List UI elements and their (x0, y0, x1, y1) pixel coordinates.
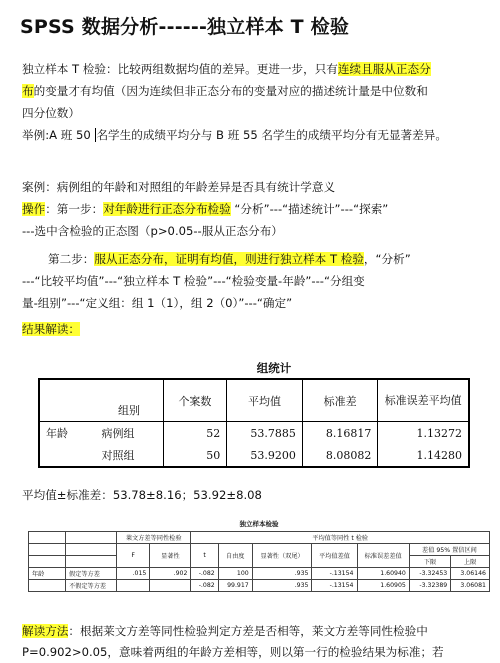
case-line: 案例：病例组的年龄和对照组的年龄差异是否具有统计学意义 (22, 180, 336, 194)
assumption-cell: 不假定等方差 (66, 580, 117, 592)
independent-samples-test-table (28, 517, 490, 592)
variable-cell (29, 580, 66, 592)
header-cell (29, 544, 66, 556)
sig2-cell: .935 (252, 568, 312, 580)
header-cell: F (117, 544, 150, 568)
method-line-1 (22, 620, 484, 642)
header-cell: 组别 (95, 379, 163, 422)
intro-line-1 (22, 58, 484, 80)
intro-line-2 (22, 80, 484, 102)
table-header-row (29, 532, 490, 544)
example-line (22, 124, 484, 146)
header-cell: 差值 95% 置信区间 (409, 544, 489, 556)
ci-lower-cell: -3.32389 (409, 580, 450, 592)
group-cell: 对照组 (101, 449, 135, 462)
method-line-2: P=0.902>0.05，意味着两组的年龄方差相等，则以第一行的检验结果为标准；若 (22, 645, 444, 659)
se-cell: 1.14280 (378, 444, 469, 467)
header-cell: 显著性（双尾） (252, 544, 312, 568)
variable-cell: 年龄 (29, 568, 66, 580)
header-cell (39, 379, 95, 422)
method-label: 解读方法 (22, 624, 69, 638)
header-cell (29, 556, 66, 568)
intro-text: 的变量才有均值（因为连续但非正态分布的变量对应的描述统计量是中位数和 (33, 84, 428, 98)
intro-line-3: 四分位数） (22, 106, 80, 120)
operation-label: 操作 (22, 202, 46, 216)
sig2-cell: .935 (252, 580, 312, 592)
header-cell: 下限 (409, 556, 450, 568)
ci-upper-cell: 3.06146 (451, 568, 490, 580)
mean-cell: 53.7885 (227, 422, 303, 445)
header-cell: 标准误差平均值 (378, 379, 469, 422)
header-cell: 个案数 (163, 379, 227, 422)
ci-upper-cell: 3.06081 (451, 580, 490, 592)
t-cell: -.082 (191, 580, 218, 592)
header-cell: 莱文方差等同性检验 (117, 532, 191, 544)
step2-line-3: 量-组别”---“定义组：组 1（1），组 2（0）”---“确定” (22, 296, 293, 310)
highlight-text: 服从正态分布，证明有均值，则进行独立样本 T 检验 (94, 252, 364, 266)
header-cell: 平均值差值 (312, 544, 357, 568)
se-diff-cell: 1.60940 (357, 568, 409, 580)
n-cell: 52 (163, 422, 227, 445)
ci-lower-cell: -3.32453 (409, 568, 450, 580)
step2-line (48, 248, 500, 270)
header-cell: 上限 (451, 556, 490, 568)
group-cell: 病例组 (101, 427, 135, 440)
table-row (39, 422, 469, 445)
page-title: SPSS 数据分析------独立样本 T 检验 (20, 16, 350, 38)
sig-cell (150, 580, 191, 592)
table-header-row (39, 379, 469, 422)
se-diff-cell: 1.60905 (357, 580, 409, 592)
df-cell: 100 (218, 568, 252, 580)
header-cell (66, 532, 117, 544)
step1-line-2: ---选中含检验的正态图（p>0.05--服从正态分布） (22, 224, 283, 238)
header-cell: 显著性 (150, 544, 191, 568)
header-cell: 自由度 (218, 544, 252, 568)
intro-text: 独立样本 T 检验：比较两组数据均值的差异。更进一步，只有 (22, 62, 338, 76)
table-row (39, 444, 469, 467)
mean-cell: 53.9200 (227, 444, 303, 467)
table-title: 组统计 (256, 361, 292, 375)
sd-cell: 8.16817 (302, 422, 378, 445)
sd-cell: 8.08082 (302, 444, 378, 467)
header-cell (29, 532, 66, 544)
header-cell: 平均值 (227, 379, 303, 422)
mean-diff-cell: -.13154 (312, 580, 357, 592)
variable-cell: 年龄 (39, 422, 95, 445)
header-cell: 平均值等同性 t 检验 (191, 532, 490, 544)
sig-cell: .902 (150, 568, 191, 580)
variable-cell (39, 444, 95, 467)
step-text: ，“分析” (363, 252, 411, 266)
table-row (29, 580, 490, 592)
step1-line (22, 198, 484, 220)
result-label: 结果解读： (22, 322, 80, 336)
header-cell: 标准误差差值 (357, 544, 409, 568)
step-text: “分析”---“描述统计”---“探索” (230, 202, 389, 216)
n-cell: 50 (163, 444, 227, 467)
t-cell: -.082 (191, 568, 218, 580)
method-text: ：根据莱文方差等同性检验判定方差是否相等，莱文方差等同性检验中 (68, 624, 428, 638)
highlight-text: 连续且服从正态分 (337, 62, 431, 76)
df-cell: 99.917 (218, 580, 252, 592)
header-cell (66, 556, 117, 568)
step2-line-2: ---“比较平均值”---“独立样本 T 检验”---“检验变量-年龄”---“分组变 (22, 274, 365, 288)
se-cell: 1.13272 (378, 422, 469, 445)
group-statistics-table (38, 358, 470, 468)
f-cell: .015 (117, 568, 150, 580)
highlight-text: 对年龄进行正态分布检验 (103, 202, 231, 216)
f-cell (117, 580, 150, 592)
summary-line: 平均值±标准差：53.78±8.16；53.92±8.08 (22, 488, 262, 502)
header-cell (66, 544, 117, 556)
table-title: 独立样本检验 (239, 520, 279, 528)
result-line (22, 318, 484, 340)
mean-diff-cell: -.13154 (312, 568, 357, 580)
table-header-row (29, 544, 490, 556)
assumption-cell: 假定等方差 (66, 568, 117, 580)
header-cell: 标准差 (302, 379, 378, 422)
table-row (29, 568, 490, 580)
highlight-text: 布 (22, 84, 34, 98)
step-text: 第二步： (48, 252, 95, 266)
header-cell: t (191, 544, 218, 568)
example-text: 举例:A 班 50 (22, 128, 95, 142)
example-text: 名学生的成绩平均分与 B 班 55 名学生的成绩平均分有无显著差异。 (96, 128, 447, 142)
step-text: ：第一步： (45, 202, 104, 216)
